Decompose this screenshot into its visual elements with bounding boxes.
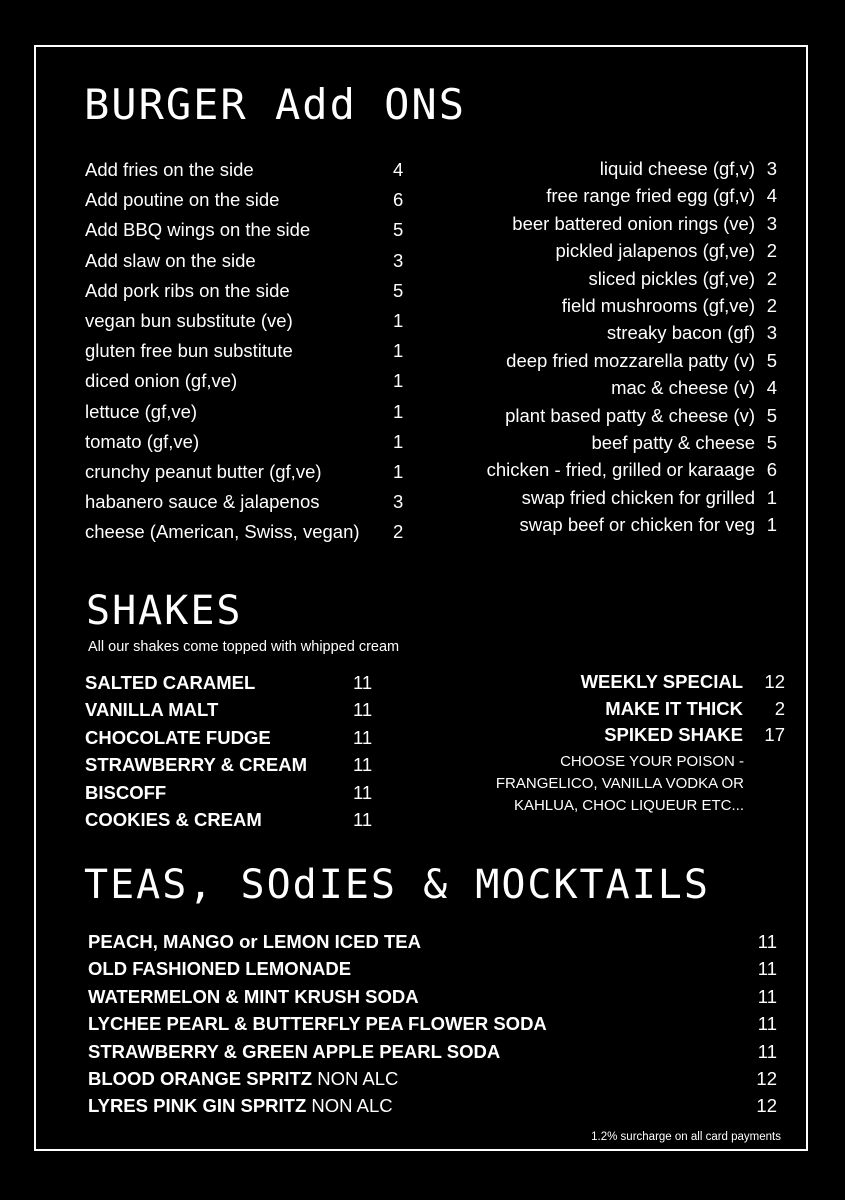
addon-item-name: Add fries on the side xyxy=(85,159,254,180)
addon-item-price: 5 xyxy=(393,279,404,301)
shake-item-price: 11 xyxy=(353,672,373,693)
shake-item xyxy=(85,808,385,835)
addon-item-price: 4 xyxy=(766,377,777,399)
shake-item-name: VANILLA MALT xyxy=(85,699,219,721)
addon-item-price: 2 xyxy=(393,521,404,543)
drink-item xyxy=(88,1012,783,1039)
drink-item-name xyxy=(88,1040,500,1064)
addon-item-price: 1 xyxy=(393,309,404,331)
addon-item xyxy=(85,339,415,369)
drink-name-text: OLD FASHIONED LEMONADE xyxy=(88,958,352,980)
drink-item xyxy=(88,1094,783,1121)
addon-item xyxy=(85,218,415,248)
drink-note: NON ALC xyxy=(312,1067,399,1089)
addon-item xyxy=(85,400,415,430)
shake-item xyxy=(85,698,385,725)
addon-item-price: 3 xyxy=(766,322,777,344)
addon-item-price: 3 xyxy=(393,249,404,271)
shake-item-name: SPIKED SHAKE xyxy=(604,724,743,745)
addon-item-name: Add slaw on the side xyxy=(85,249,256,271)
drink-name-text: WATERMELON & MINT KRUSH SODA xyxy=(88,985,419,1007)
addon-item-price: 2 xyxy=(766,267,777,289)
teas-list xyxy=(88,930,783,1122)
addon-item-price: 1 xyxy=(393,370,404,392)
addons-right-list xyxy=(440,157,785,540)
addon-item-price: 6 xyxy=(766,459,777,481)
addon-item xyxy=(440,294,785,321)
addon-item-name: Add poutine on the side xyxy=(85,189,280,211)
drink-item-price: 12 xyxy=(756,1095,777,1117)
addon-item-name: cheese (American, Swiss, vegan) xyxy=(85,521,360,543)
addon-item xyxy=(85,430,415,460)
addon-item-name: streaky bacon (gf) xyxy=(606,322,755,344)
addon-item xyxy=(440,486,785,513)
addon-item-price: 1 xyxy=(766,486,777,508)
addon-item-price: 1 xyxy=(393,430,404,452)
addon-item xyxy=(440,321,785,348)
drink-item-price: 11 xyxy=(757,985,777,1007)
addon-item-price: 5 xyxy=(766,431,777,453)
addon-item-price: 4 xyxy=(766,185,777,207)
addon-item-name: beef patty & cheese xyxy=(591,431,755,453)
shake-item xyxy=(85,753,385,780)
addon-item-name: mac & cheese (v) xyxy=(611,377,755,399)
addon-item xyxy=(440,212,785,239)
addon-item xyxy=(85,490,415,520)
addon-item xyxy=(440,239,785,266)
addon-item-name: habanero sauce & jalapenos xyxy=(85,491,320,513)
addon-item xyxy=(440,513,785,540)
addon-item-name: Add BBQ wings on the side xyxy=(85,219,311,241)
shake-item-price: 12 xyxy=(764,671,785,692)
shake-item-price: 11 xyxy=(353,754,373,776)
addon-item xyxy=(85,188,415,218)
addon-item xyxy=(440,404,785,431)
drink-name-text: STRAWBERRY & GREEN APPLE PEARL SODA xyxy=(88,1040,501,1062)
addon-item-price: 2 xyxy=(766,294,777,316)
drink-item xyxy=(88,1067,783,1094)
drink-name-text: BLOOD ORANGE SPRITZ xyxy=(88,1067,313,1089)
addon-item xyxy=(85,460,415,490)
addon-item-name: field mushrooms (gf,ve) xyxy=(561,294,755,316)
addon-item-price: 5 xyxy=(393,219,404,241)
addon-item xyxy=(85,158,415,188)
shakes-subtitle: All our shakes come topped with whipped cream xyxy=(88,639,400,655)
shake-item-name: COOKIES & CREAM xyxy=(85,808,262,830)
addon-item xyxy=(85,369,415,399)
teas-heading: TEAS, SOdIES & MOCKTAILS xyxy=(84,862,710,908)
shake-item-price: 11 xyxy=(353,726,373,748)
drink-note: NON ALC xyxy=(306,1095,393,1117)
addon-item-price: 3 xyxy=(393,491,404,513)
drink-name-text: LYRES PINK GIN SPRITZ xyxy=(88,1095,307,1117)
shake-item xyxy=(500,723,785,750)
drink-item-price: 11 xyxy=(757,958,777,980)
addon-item-name: swap beef or chicken for veg xyxy=(519,514,755,536)
shake-item xyxy=(85,781,385,808)
shake-item-price: 17 xyxy=(764,724,785,745)
addon-item-price: 5 xyxy=(766,404,777,426)
shake-item-name: CHOCOLATE FUDGE xyxy=(85,726,271,748)
shake-item-name: MAKE IT THICK xyxy=(605,697,743,719)
addon-item-price: 6 xyxy=(393,189,404,211)
addon-item-name: beer battered onion rings (ve) xyxy=(512,212,755,234)
surcharge-note: 1.2% surcharge on all card payments xyxy=(591,1131,781,1143)
addons-left-list xyxy=(85,158,415,550)
addon-item xyxy=(85,309,415,339)
shakes-heading: SHAKES xyxy=(86,588,243,634)
addon-item-price: 3 xyxy=(766,212,777,234)
shake-item-price: 11 xyxy=(353,808,373,830)
addon-item xyxy=(440,431,785,458)
addon-item-name: diced onion (gf,ve) xyxy=(85,370,238,392)
shake-item-name: STRAWBERRY & CREAM xyxy=(85,754,308,776)
addon-item-price: 1 xyxy=(393,340,404,362)
addon-item-price: 1 xyxy=(766,514,777,536)
shake-item-name: SALTED CARAMEL xyxy=(85,672,256,693)
addon-item-price: 3 xyxy=(766,158,777,179)
addon-item xyxy=(440,349,785,376)
addon-item xyxy=(85,520,415,550)
shake-item-name: WEEKLY SPECIAL xyxy=(580,671,743,692)
addon-item xyxy=(440,157,785,184)
addon-item xyxy=(440,184,785,211)
drink-item-price: 11 xyxy=(757,1040,777,1062)
shakes-left-list xyxy=(85,671,385,835)
addon-item-name: gluten free bun substitute xyxy=(85,340,293,362)
addon-item-price: 1 xyxy=(393,400,404,422)
addon-item-name: vegan bun substitute (ve) xyxy=(85,309,293,331)
drink-name-text: PEACH, MANGO or LEMON ICED TEA xyxy=(88,931,422,952)
shakes-right-list xyxy=(500,670,785,750)
drink-item-name xyxy=(88,1094,393,1118)
addon-item-name: Add pork ribs on the side xyxy=(85,279,290,301)
addon-item xyxy=(85,279,415,309)
shake-item xyxy=(85,671,385,698)
drink-item-price: 11 xyxy=(757,931,777,952)
spiked-shake-description: CHOOSE YOUR POISON - FRANGELICO, VANILLA VODKA OR KAHLUA, CHOC LIQUEUR ETC... xyxy=(495,753,744,814)
addon-item-price: 5 xyxy=(766,349,777,371)
shake-item-price: 11 xyxy=(353,699,373,721)
shake-item-name: BISCOFF xyxy=(85,781,167,803)
addon-item-name: plant based patty & cheese (v) xyxy=(505,404,755,426)
shake-item-price: 2 xyxy=(774,697,785,719)
addon-item-price: 1 xyxy=(393,460,404,482)
addon-item xyxy=(440,267,785,294)
shake-item xyxy=(500,697,785,724)
shake-item xyxy=(500,670,785,697)
drink-item xyxy=(88,1040,783,1067)
drink-item xyxy=(88,985,783,1012)
drink-item-name xyxy=(88,1012,547,1036)
drink-item-price: 12 xyxy=(756,1067,777,1089)
drink-name-text: LYCHEE PEARL & BUTTERFLY PEA FLOWER SODA xyxy=(88,1013,547,1035)
addon-item-name: tomato (gf,ve) xyxy=(85,430,200,452)
drink-item-name xyxy=(88,985,419,1009)
drink-item-name xyxy=(88,930,421,954)
addon-item-name: pickled jalapenos (gf,ve) xyxy=(555,240,755,262)
shake-item-price: 11 xyxy=(353,781,373,803)
addon-item-name: sliced pickles (gf,ve) xyxy=(588,267,755,289)
addon-item-name: swap fried chicken for grilled xyxy=(521,486,755,508)
addon-item xyxy=(85,249,415,279)
addon-item-name: lettuce (gf,ve) xyxy=(85,400,198,422)
addon-item-price: 4 xyxy=(393,159,404,180)
shake-item xyxy=(85,726,385,753)
addon-item-name: free range fried egg (gf,v) xyxy=(546,185,755,207)
addon-item-name: deep fried mozzarella patty (v) xyxy=(506,349,755,371)
burger-addons-heading: BURGER Add ONS xyxy=(84,80,467,129)
addon-item-name: crunchy peanut butter (gf,ve) xyxy=(85,460,322,482)
addon-item-name: chicken - fried, grilled or karaage xyxy=(486,459,755,481)
drink-item-price: 11 xyxy=(757,1013,777,1035)
drink-item xyxy=(88,957,783,984)
addon-item xyxy=(440,376,785,403)
drink-item xyxy=(88,930,783,957)
addon-item-price: 2 xyxy=(766,240,777,262)
drink-item-name xyxy=(88,957,351,981)
drink-item-name xyxy=(88,1067,398,1091)
addon-item-name: liquid cheese (gf,v) xyxy=(599,158,755,179)
addon-item xyxy=(440,458,785,485)
